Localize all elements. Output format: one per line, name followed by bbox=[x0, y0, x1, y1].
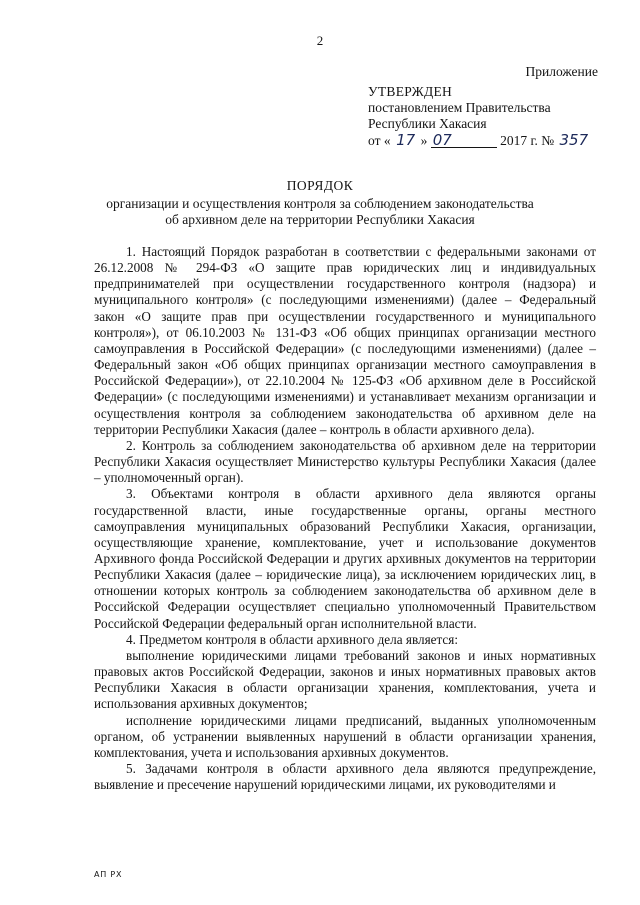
paragraph-2: 2. Контроль за соблюдением законодательства об архивном деле на территории Республики Хакасия осуществляет Министерство культуры Республики Хакасия (далее – уполномоченный орган). bbox=[94, 437, 596, 486]
subtitle-line-1: организации и осуществления контроля за соблюдением законодательства bbox=[106, 196, 534, 211]
subtitle-line-2: об архивном деле на территории Республики Хакасия bbox=[165, 212, 475, 227]
document-subtitle bbox=[0, 196, 640, 228]
date-year: 2017 г. № bbox=[500, 133, 555, 148]
paragraph-4-item-1: выполнение юридическими лицами требований законов и иных нормативных правовых актов Российской Федерации, законов и иных нормативных правовых актов Республики Хакасия в области организации хранения, комплектования, учета и использования архивных документов; bbox=[94, 647, 596, 712]
paragraph-4-item-2: исполнение юридическими лицами предписаний, выданных уполномоченным органом, об устранении выявленных нарушений в области организации хранения, комплектования, учета и использования архивных документов. bbox=[94, 712, 596, 760]
handwritten-day: 17 bbox=[396, 131, 416, 149]
approval-line-1: постановлением Правительства bbox=[368, 100, 551, 115]
handwritten-month: 07 bbox=[431, 134, 497, 148]
approval-block bbox=[368, 84, 608, 149]
approval-line-2: Республики Хакасия bbox=[368, 116, 487, 131]
paragraph-4: 4. Предметом контроля в области архивного дела является: bbox=[126, 631, 459, 647]
approval-date-line bbox=[368, 132, 608, 149]
date-prefix: от « bbox=[368, 133, 391, 148]
document-title: ПОРЯДОК bbox=[286, 178, 354, 193]
handwritten-doc-number: 357 bbox=[559, 131, 589, 149]
date-mid: » bbox=[420, 133, 428, 148]
paragraph-5: 5. Задачами контроля в области архивного дела являются предупреждение, выявление и пресечение нарушений юридическими лицами, их руководителями и bbox=[94, 761, 596, 793]
paragraph-3: 3. Объектами контроля в области архивного дела являются органы государственной власти, иные государственные органы, органы местного самоуправления муниципальных образований Республики Хакасия, организации, осуществляющие хранение, комплектование, учет и использование документов Архивного фонда Российской Федерации и других архивных документов на территории Республики Хакасия (далее – юридические лица), за исключением юридических лиц, в отношении которых контроль за соблюдением законодательства об архивном деле в Российской Федерации осуществляет специально уполномоченный Правительством Российской Федерации федеральный орган исполнительной власти. bbox=[94, 486, 596, 631]
document-body bbox=[94, 244, 596, 793]
paragraph-1: 1. Настоящий Порядок разработан в соответствии с федеральными законами от 26.12.2008 № 294-ФЗ «О защите прав юридических лиц и индивидуальных предпринимателей при осуществлении государственного контроля (надзора) и муниципального контроля» (с последующими изменениями) (далее – Федеральный закон «О защите прав при осуществлении государственного и муниципального контроля»), от 06.10.2003 № 131-ФЗ «Об общих принципах организации местного самоуправления в Российской Федерации» (с последующими изменениями) (далее – Федеральный закон «Об общих принципах организации местного самоуправления в Российской Федерации»), от 22.10.2004 № 125-ФЗ «Об архивном деле в Российской Федерации» (с последующими изменениями) и устанавливает механизм организации и осуществления контроля за соблюдением законодательства об архивном деле на территории Республики Хакасия (далее – контроль в области архивного дела). bbox=[94, 244, 596, 437]
page-number: 2 bbox=[316, 33, 324, 48]
footer-code: АП РХ bbox=[94, 870, 123, 879]
attachment-label: Приложение bbox=[525, 64, 598, 79]
approved-heading: УТВЕРЖДЕН bbox=[368, 84, 453, 99]
